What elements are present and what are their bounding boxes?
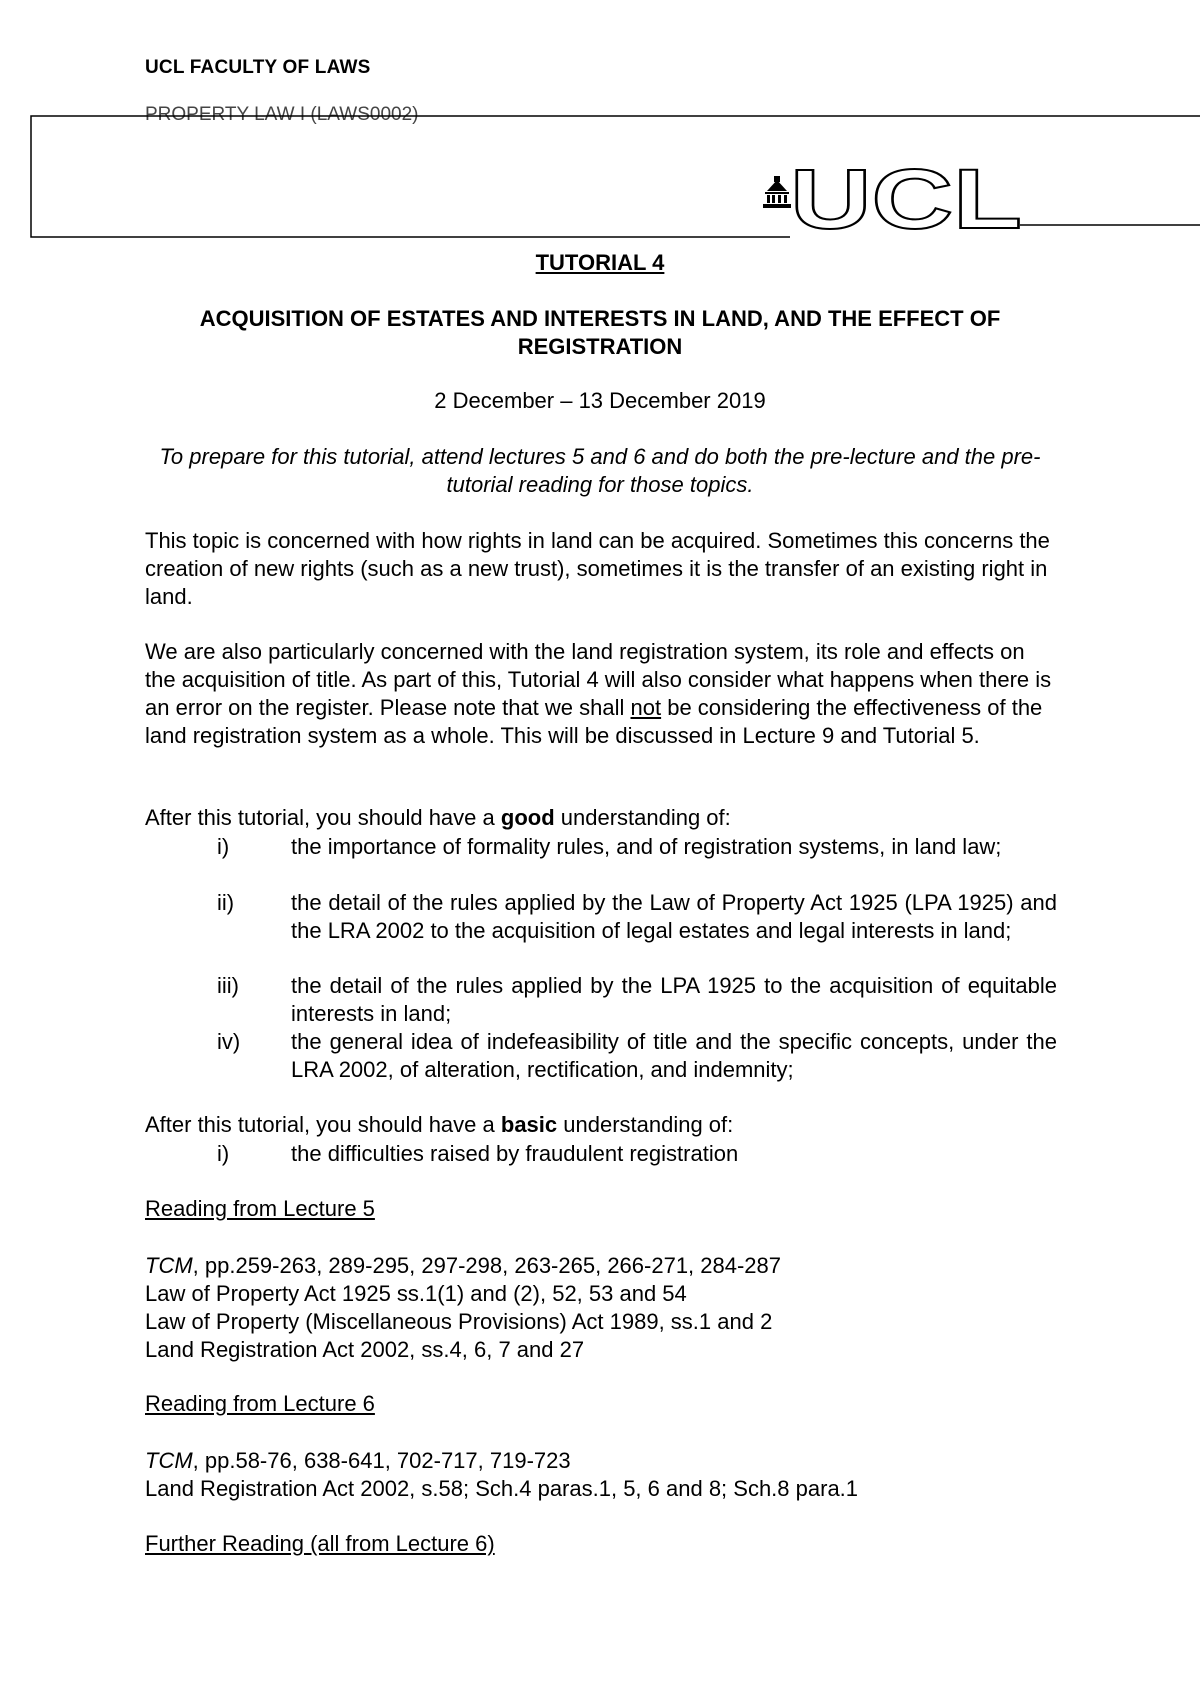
date-range: 2 December – 13 December 2019 bbox=[434, 388, 766, 413]
reading-lecture6-heading: Reading from Lecture 6 bbox=[145, 1391, 375, 1416]
document-title: ACQUISITION OF ESTATES AND INTERESTS IN LAND, AND THE EFFECT OF REGISTRATION bbox=[199, 306, 1001, 359]
reading-lecture5-heading: Reading from Lecture 5 bbox=[145, 1196, 375, 1221]
registration-paragraph: We are also particularly concerned with the land registration system, its role and effects on the acquisition of title. As part of this, Tutorial 4 will also consider what happens when there is an error on the register. Please note that we shall not be considering the effectiveness of the land registration system as a whole. This will be discussed in Lecture 9 and Tutorial 5. bbox=[145, 639, 1052, 748]
list-item: i) the importance of formality rules, and of registration systems, in land law; bbox=[217, 834, 1002, 859]
further-reading-heading: Further Reading (all from Lecture 6) bbox=[145, 1531, 495, 1556]
list-item: iii) the detail of the rules applied by the LPA 1925 to the acquisition of equitable interests in land; bbox=[217, 973, 1057, 1026]
reading-line: Land Registration Act 2002, ss.4, 6, 7 and 27 bbox=[145, 1337, 585, 1362]
good-understanding-intro: After this tutorial, you should have a good understanding of: bbox=[145, 805, 731, 830]
course-code: PROPERTY LAW I (LAWS0002) bbox=[145, 104, 419, 125]
portico-icon bbox=[763, 176, 791, 208]
list-item: i) the difficulties raised by fraudulent registration bbox=[217, 1141, 739, 1166]
reading-line: Law of Property (Miscellaneous Provisions) Act 1989, ss.1 and 2 bbox=[145, 1309, 773, 1334]
faculty-header: UCL FACULTY OF LAWS bbox=[145, 57, 371, 78]
preparation-note: To prepare for this tutorial, attend lectures 5 and 6 and do both the pre-lecture and the pre-tutorial reading for those topics. bbox=[159, 444, 1041, 497]
tutorial-title: TUTORIAL 4 bbox=[535, 250, 665, 275]
reading-line: TCM, pp.259-263, 289-295, 297-298, 263-265, 266-271, 284-287 bbox=[145, 1253, 782, 1278]
emphasis-not: not bbox=[630, 695, 662, 720]
reading-line: Land Registration Act 2002, s.58; Sch.4 paras.1, 5, 6 and 8; Sch.8 para.1 bbox=[145, 1476, 859, 1501]
reading-line: Law of Property Act 1925 ss.1(1) and (2), 52, 53 and 54 bbox=[145, 1281, 687, 1306]
ucl-logo: UCL bbox=[790, 152, 1022, 239]
list-item: iv) the general idea of indefeasibility of title and the specific concepts, under the LRA 2002, of alteration, rectification, and indemnity; bbox=[217, 1029, 1057, 1082]
basic-understanding-intro: After this tutorial, you should have a basic understanding of: bbox=[145, 1112, 734, 1137]
intro-paragraph: This topic is concerned with how rights in land can be acquired. Sometimes this concerns the creation of new rights (such as a new trust), sometimes it is the transfer of an existing right in land. bbox=[145, 528, 1050, 609]
ucl-banner bbox=[30, 114, 1200, 239]
list-item: ii) the detail of the rules applied by the Law of Property Act 1925 (LPA 1925) and the LRA 2002 to the acquisition of legal estates and legal interests in land; bbox=[217, 890, 1057, 943]
reading-line: TCM, pp.58-76, 638-641, 702-717, 719-723 bbox=[145, 1448, 571, 1473]
